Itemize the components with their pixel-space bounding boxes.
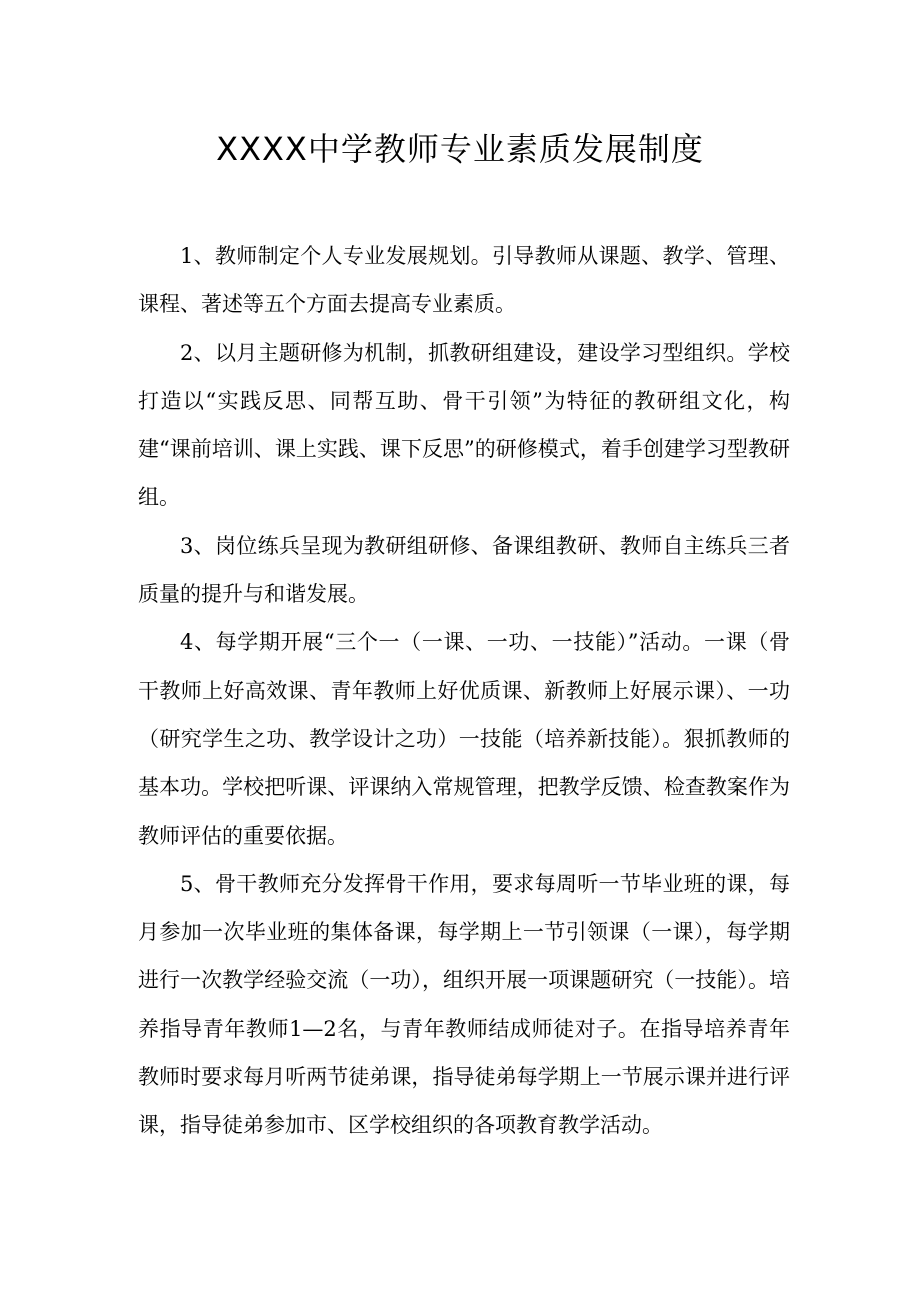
paragraph-3: 3、岗位练兵呈现为教研组研修、备课组教研、教师自主练兵三者质量的提升与和谐发展。 — [138, 533, 790, 607]
paragraph-2: 2、以月主题研修为机制，抓教研组建设，建设学习型组织。学校打造以“实践反思、同帮互助、骨干引领”为特征的教研组文化，构建“课前培训、课上实践、课下反思”的研修模式，着手创建学习型教研组。 — [138, 340, 790, 510]
document-body — [138, 232, 790, 1150]
paragraph-5: 5、骨干教师充分发挥骨干作用，要求每周听一节毕业班的课，每月参加一次毕业班的集体备课，每学期上一节引领课（一课），每学期进行一次教学经验交流（一功），组织开展一项课题研究（一技能）。培养指导青年教师1—2名，与青年教师结成师徒对子。在指导培养青年教师时要求每月听两节徒弟课，指导徒弟每学期上一节展示课并进行评课，指导徒弟参加市、区学校组织的各项教育教学活动。 — [138, 871, 790, 1138]
paragraph-4: 4、每学期开展“三个一（一课、一功、一技能）”活动。一课（骨干教师上好高效课、青年教师上好优质课、新教师上好展示课）、一功（研究学生之功、教学设计之功）一技能（培养新技能）。狠抓教师的基本功。学校把听课、评课纳入常规管理，把教学反馈、检查教案作为教师评估的重要依据。 — [138, 630, 790, 848]
document-title: XXXX中学教师专业素质发展制度 — [216, 130, 704, 168]
paragraph-1: 1、教师制定个人专业发展规划。引导教师从课题、教学、管理、课程、著述等五个方面去提高专业素质。 — [138, 244, 790, 317]
